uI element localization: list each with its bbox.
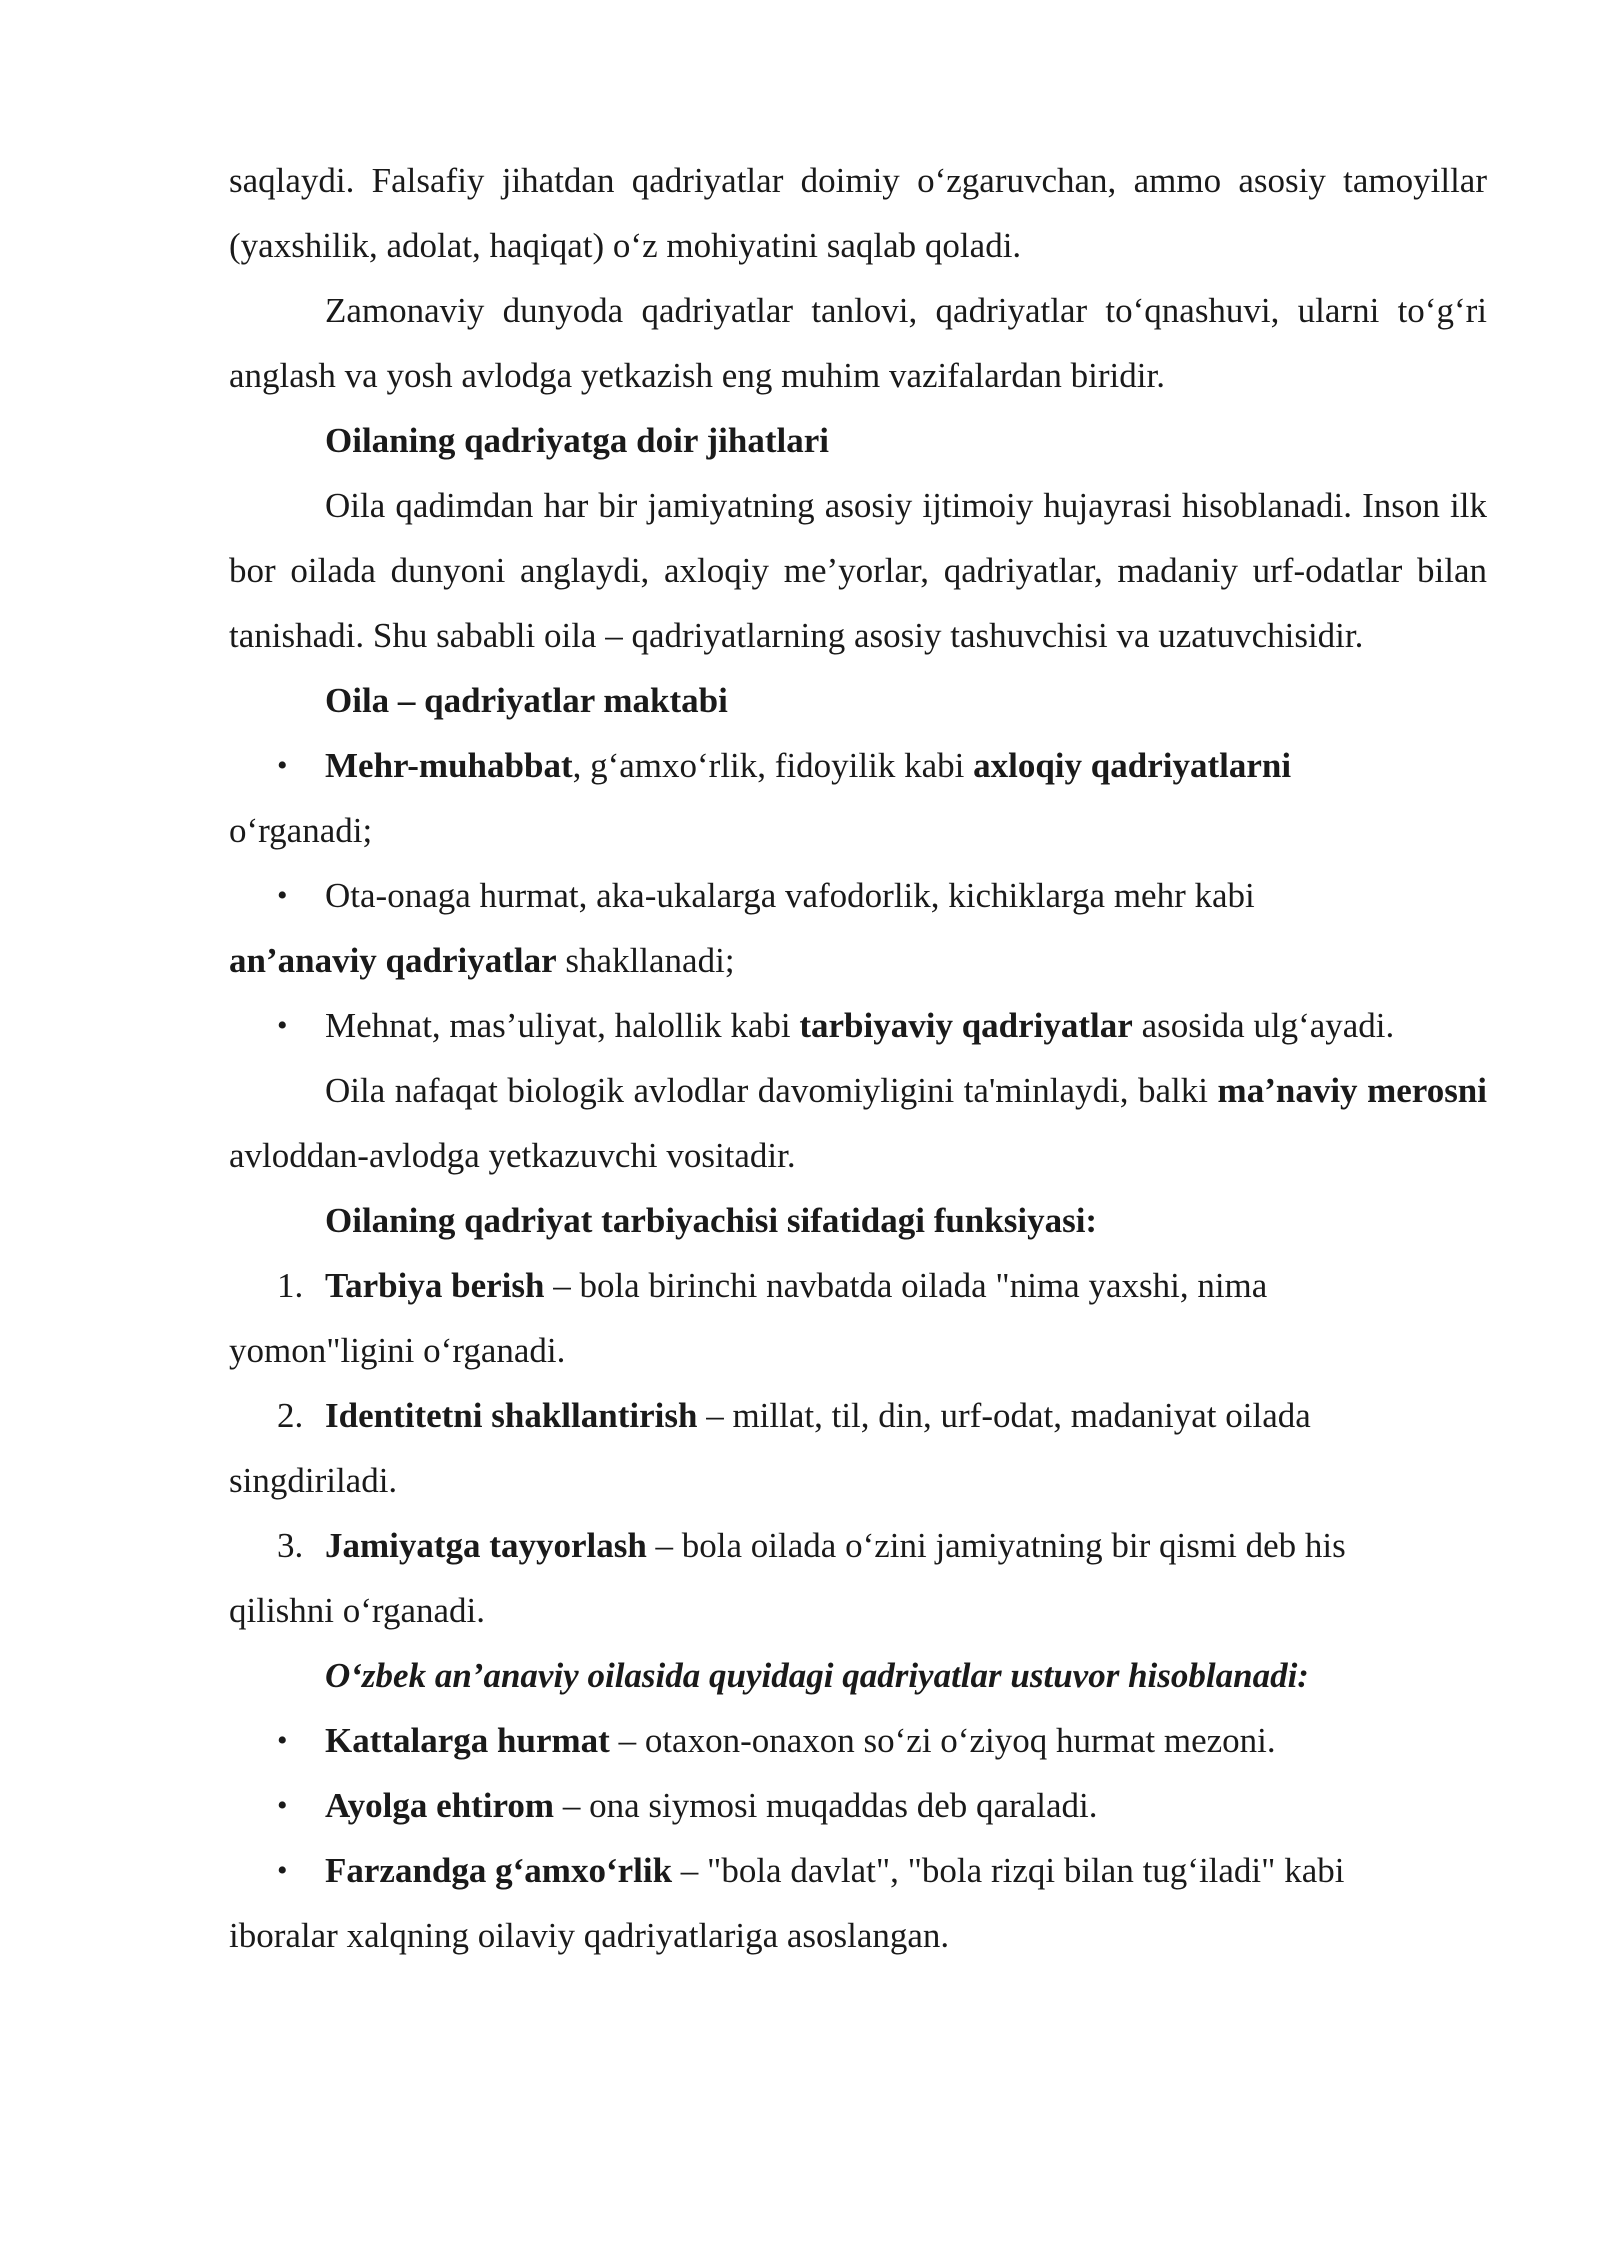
paragraph-text: Oila nafaqat biologik avlodlar davomiyligini ta'minlaydi, balki xyxy=(325,1071,1218,1110)
bold-text: Identitetni shakllantirish xyxy=(325,1396,698,1435)
list-item xyxy=(229,863,1487,993)
bullet-icon: • xyxy=(277,1854,288,1887)
numbered-item xyxy=(229,1383,1487,1513)
item-number: 2. xyxy=(277,1396,304,1435)
list-text: Ota-onaga hurmat, aka-ukalarga vafodorlik, kichiklarga mehr kabi xyxy=(325,876,1255,915)
list-text: shakllanadi; xyxy=(556,941,735,980)
list-text: qilishni o‘rganadi. xyxy=(229,1591,485,1630)
list-text: asosida ulg‘ayadi. xyxy=(1132,1006,1395,1045)
bold-text: Jamiyatga tayyorlash xyxy=(325,1526,647,1565)
list-item xyxy=(229,1708,1487,1773)
bold-text: Kattalarga hurmat xyxy=(325,1721,610,1760)
list-text: – millat, til, din, urf-odat, madaniyat oilada xyxy=(697,1396,1311,1435)
list-item xyxy=(229,733,1487,863)
section-heading: Oilaning qadriyatga doir jihatlari xyxy=(325,421,829,460)
list-text: singdiriladi. xyxy=(229,1461,398,1500)
numbered-item xyxy=(229,1253,1487,1383)
bold-text: Ayolga ehtirom xyxy=(325,1786,555,1825)
bullet-icon: • xyxy=(277,879,288,912)
list-item xyxy=(229,993,1487,1058)
list-text: Mehnat, mas’uliyat, halollik kabi xyxy=(325,1006,800,1045)
list-text: – bola birinchi navbatda oilada "nima yaxshi, nima xyxy=(544,1266,1268,1305)
bullet-icon: • xyxy=(277,1789,288,1822)
section-heading: O‘zbek an’anaviy oilasida quyidagi qadriyatlar ustuvor hisoblanadi: xyxy=(325,1656,1309,1695)
list-text: yomon"ligini o‘rganadi. xyxy=(229,1331,566,1370)
list-text: – bola oilada o‘zini jamiyatning bir qismi deb his xyxy=(646,1526,1346,1565)
bullet-icon: • xyxy=(277,749,288,782)
list-text: – "bola davlat", "bola rizqi bilan tug‘iladi" kabi xyxy=(672,1851,1345,1890)
section-heading: Oilaning qadriyat tarbiyachisi sifatidagi funksiyasi: xyxy=(325,1201,1098,1240)
numbered-item xyxy=(229,1513,1487,1643)
bold-text: Farzandga g‘amxo‘rlik xyxy=(325,1851,673,1890)
paragraph: Zamonaviy dunyoda qadriyatlar tanlovi, qadriyatlar to‘qnashuvi, ularni to‘g‘ri anglash va yosh avlodga yetkazish eng muhim vazifalardan biridir. xyxy=(229,291,1487,395)
section-heading: Oila – qadriyatlar maktabi xyxy=(325,681,728,720)
paragraph xyxy=(229,1058,1487,1188)
bold-text: Mehr-muhabbat xyxy=(325,746,573,785)
list-text: iboralar xalqning oilaviy qadriyatlariga asoslangan. xyxy=(229,1916,950,1955)
bullet-icon: • xyxy=(277,1724,288,1757)
list-text: – otaxon-onaxon so‘zi o‘ziyoq hurmat mezoni. xyxy=(609,1721,1276,1760)
paragraph: saqlaydi. Falsafiy jihatdan qadriyatlar doimiy o‘zgaruvchan, ammo asosiy tamoyillar (yaxshilik, adolat, haqiqat) o‘z mohiyatini saqlab qoladi. xyxy=(229,161,1487,265)
bold-text: Tarbiya berish xyxy=(325,1266,545,1305)
item-number: 3. xyxy=(277,1526,304,1565)
bold-text: tarbiyaviy qadriyatlar xyxy=(799,1006,1133,1045)
paragraph-text: avloddan-avlodga yetkazuvchi vositadir. xyxy=(229,1136,796,1175)
list-text: – ona siymosi muqaddas deb qaraladi. xyxy=(554,1786,1098,1825)
list-item xyxy=(229,1838,1487,1968)
bold-text: an’anaviy qadriyatlar xyxy=(229,941,557,980)
paragraph: Oila qadimdan har bir jamiyatning asosiy ijtimoiy hujayrasi hisoblanadi. Inson ilk bor oilada dunyoni anglaydi, axloqiy me’yorlar, qadriyatlar, madaniy urf-odatlar bilan tanishadi. Shu sababli oila – qadriyatlarning asosiy tashuvchisi va uzatuvchisidir. xyxy=(229,486,1487,655)
bold-text: axloqiy qadriyatlarni xyxy=(973,746,1292,785)
item-number: 1. xyxy=(277,1266,304,1305)
list-item xyxy=(229,1773,1487,1838)
document-page xyxy=(229,148,1487,1968)
bold-text: ma’naviy merosni xyxy=(1217,1071,1487,1110)
bullet-icon: • xyxy=(277,1009,288,1042)
list-text: o‘rganadi; xyxy=(229,811,373,850)
list-text: , g‘amxo‘rlik, fidoyilik kabi xyxy=(572,746,974,785)
